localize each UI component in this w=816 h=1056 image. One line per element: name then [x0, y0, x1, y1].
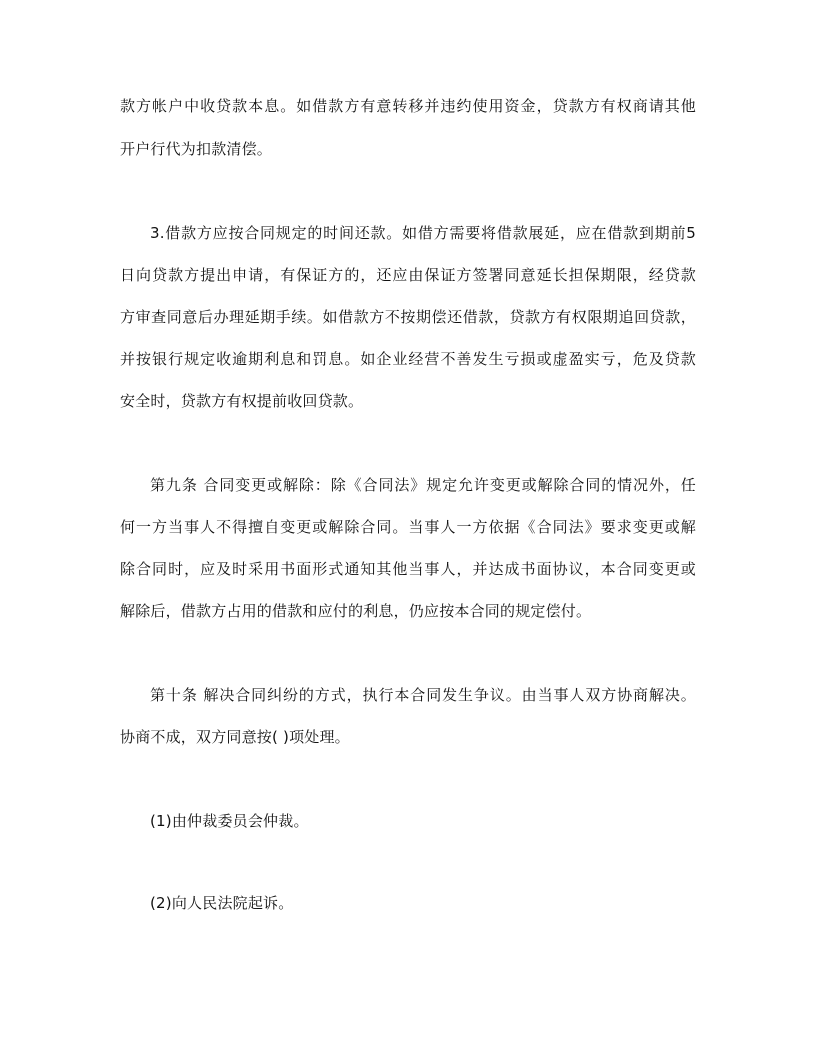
paragraph-line: 除合同时，应及时采用书面形式通知其他当事人，并达成书面协议，本合同变更或 — [120, 560, 696, 578]
paragraph-line: 安全时，贷款方有权提前收回贷款。 — [120, 392, 364, 410]
paragraph-line: 方审查同意后办理延期手续。如借款方不按期偿还借款，贷款方有权限期追回贷款， — [120, 308, 696, 326]
paragraph-line: 并按银行规定收逾期利息和罚息。如企业经营不善发生亏损或虚盈实亏，危及贷款 — [120, 350, 696, 368]
list-item: (1)由仲裁委员会仲裁。 — [150, 812, 309, 830]
paragraph-line: 协商不成，双方同意按( )项处理。 — [120, 728, 350, 746]
list-item: (2)向人民法院起诉。 — [150, 894, 294, 912]
paragraph-line: 日向贷款方提出申请，有保证方的，还应由保证方签署同意延长担保期限，经贷款 — [120, 266, 696, 284]
paragraph-line: 3.借款方应按合同规定的时间还款。如借方需要将借款展延，应在借款到期前5 — [150, 224, 696, 242]
paragraph-line: 开户行代为扣款清偿。 — [120, 140, 273, 158]
paragraph-line: 款方帐户中收贷款本息。如借款方有意转移并违约使用资金，贷款方有权商请其他 — [120, 97, 696, 115]
paragraph-line: 何一方当事人不得擅自变更或解除合同。当事人一方依据《合同法》要求变更或解 — [120, 518, 696, 536]
paragraph-line: 第九条 合同变更或解除：除《合同法》规定允许变更或解除合同的情况外，任 — [150, 476, 696, 494]
paragraph-line: 解除后，借款方占用的借款和应付的利息，仍应按本合同的规定偿付。 — [120, 602, 592, 620]
paragraph-line: 第十条 解决合同纠纷的方式，执行本合同发生争议。由当事人双方协商解决。 — [150, 686, 696, 704]
